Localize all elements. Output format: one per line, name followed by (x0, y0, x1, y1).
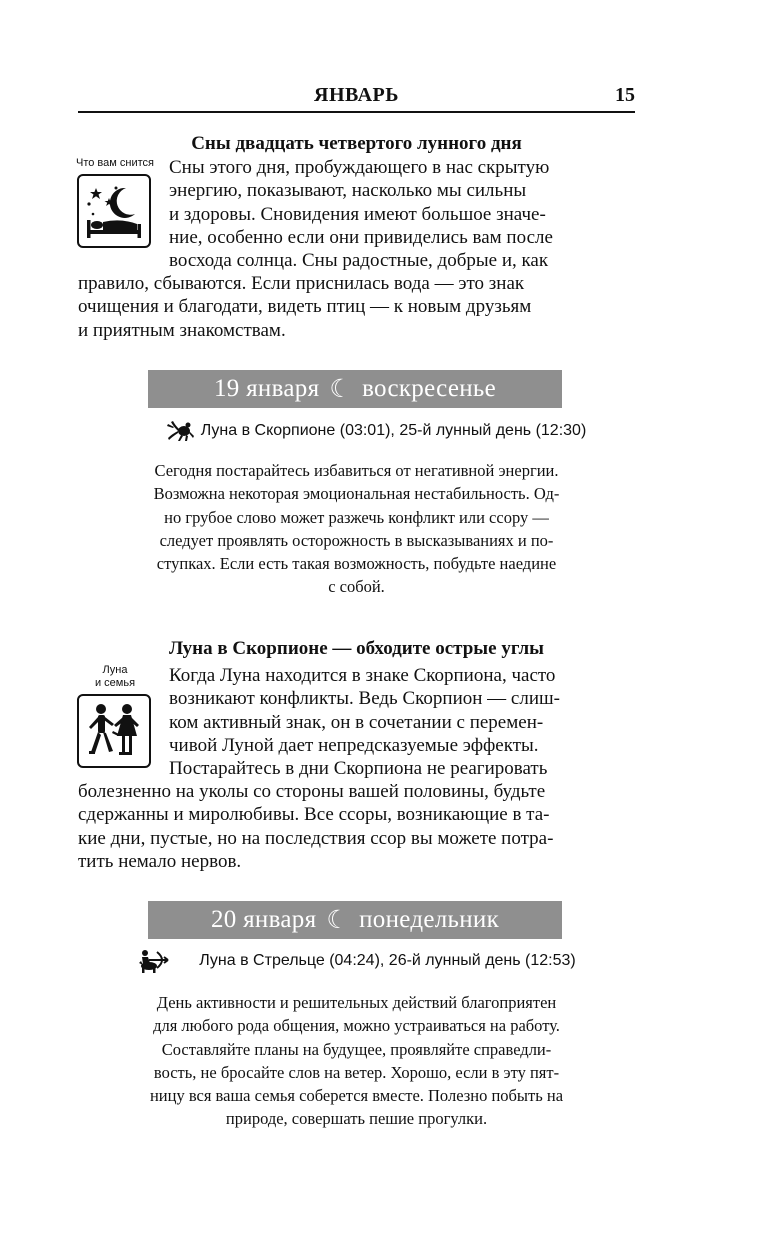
text-line: Составляйте планы на будущее, проявляйте справедли- (161, 1039, 552, 1059)
moon-info-jan-19 (100, 420, 653, 442)
banner-date: 20 января (210, 906, 317, 933)
moon-info-jan-20 (125, 949, 588, 973)
text-line: возникают конфликты. Ведь Скорпион — слиш- (169, 688, 560, 710)
text-line: День активности и решительных действий благоприятен (156, 993, 557, 1012)
section-heading-scorpio: Луна в Скорпионе — обходите острые углы (169, 638, 544, 659)
text-line: ступках. Если есть такая возможность, побудьте наедине (156, 554, 557, 574)
text-line: восхода солнца. Сны радостные, добрые и, как (169, 250, 549, 272)
text-line: Постарайтесь в дни Скорпиона не реагировать (169, 758, 548, 780)
text-line: ницу вся ваша семья соберется вместе. Полезно побыть на (149, 1086, 564, 1106)
text-line: для любого рода общения, можно устраиваться на работу. (153, 1016, 560, 1036)
text-line: вость, не бросайте слов на ветер. Хорошо, если в эту пят- (153, 1062, 560, 1082)
page-header (78, 84, 635, 116)
text-line: природе, совершать пешие прогулки. (225, 1109, 488, 1129)
dreams-icon-caption: Что вам снится (76, 157, 154, 169)
text-line: сдержанны и миролюбивы. Все ссоры, возникающие в та- (78, 804, 550, 826)
moon-glyph: ☾ (329, 376, 353, 403)
dreams-icon-block (76, 157, 154, 248)
section-heading-dreams: Сны двадцать четвертого лунного дня (191, 133, 522, 154)
day-text-jan-19 (95, 459, 618, 599)
text-line: но грубое слово может разжечь конфликт или ссору — (164, 507, 549, 527)
text-line: энергию, показывают, насколько мы сильны (169, 180, 527, 202)
text-line: с собой. (328, 577, 385, 597)
text-line: кие дни, пустые, но на последствия ссор вы можете потра- (78, 827, 554, 849)
text-line: ком активный знак, он в сочетании с перемен- (169, 711, 544, 733)
moon-info-text: Луна в Скорпионе (03:01), 25-й лунный день (12:30) (200, 422, 587, 439)
banner-weekday: воскресенье (362, 375, 497, 402)
text-line: чивой Луной дает непредсказуемые эффекты. (169, 734, 539, 756)
text-line: Сегодня постарайтесь избавиться от негативной энергии. (154, 461, 559, 480)
page-number: 15 (615, 84, 635, 106)
moon-glyph: ☾ (326, 907, 350, 934)
text-line: болезненно на уколы со стороны вашей половины, будьте (78, 781, 546, 802)
family-icon-caption: Луна и семья (94, 664, 136, 689)
banner-weekday: понедельник (359, 906, 500, 933)
scorpio-icon (167, 420, 195, 442)
scorpio-text-full (78, 780, 635, 873)
text-line: Сны этого дня, пробуждающего в нас скрытую (169, 157, 550, 178)
text-line: ние, особенно если они привиделись вам после (169, 226, 553, 248)
couple-family-icon (77, 694, 151, 768)
text-line: следует проявлять осторожность в высказываниях и по- (159, 530, 554, 550)
scorpio-text-wrapped (169, 664, 635, 780)
text-line: Возможна некоторая эмоциональная нестабильность. Од- (153, 484, 560, 504)
text-line: тить немало нервов. (78, 850, 242, 872)
date-banner-jan-20 (148, 901, 562, 939)
day-text-jan-20 (95, 991, 618, 1131)
moon-info-text: Луна в Стрельце (04:24), 26-й лунный день (12:53) (199, 952, 576, 969)
banner-date: 19 января (213, 375, 320, 402)
text-line: и приятным знакомствам. (78, 319, 286, 341)
date-banner-jan-19 (148, 370, 562, 408)
dreams-text-full (78, 272, 635, 342)
text-line: Когда Луна находится в знаке Скорпиона, часто (169, 665, 556, 686)
text-line: и здоровы. Сновидения имеют большое значе- (169, 203, 546, 225)
header-rule (78, 111, 635, 113)
moon-stars-bed-icon (77, 174, 151, 248)
running-title: ЯНВАРЬ (314, 84, 399, 106)
dreams-text-wrapped (169, 156, 635, 272)
family-icon-block (76, 664, 154, 768)
sagittarius-icon (137, 949, 169, 973)
text-line: правило, сбываются. Если приснилась вода — это знак (78, 273, 525, 294)
text-line: очищения и благодати, видеть птиц — к новым друзьям (78, 296, 532, 318)
